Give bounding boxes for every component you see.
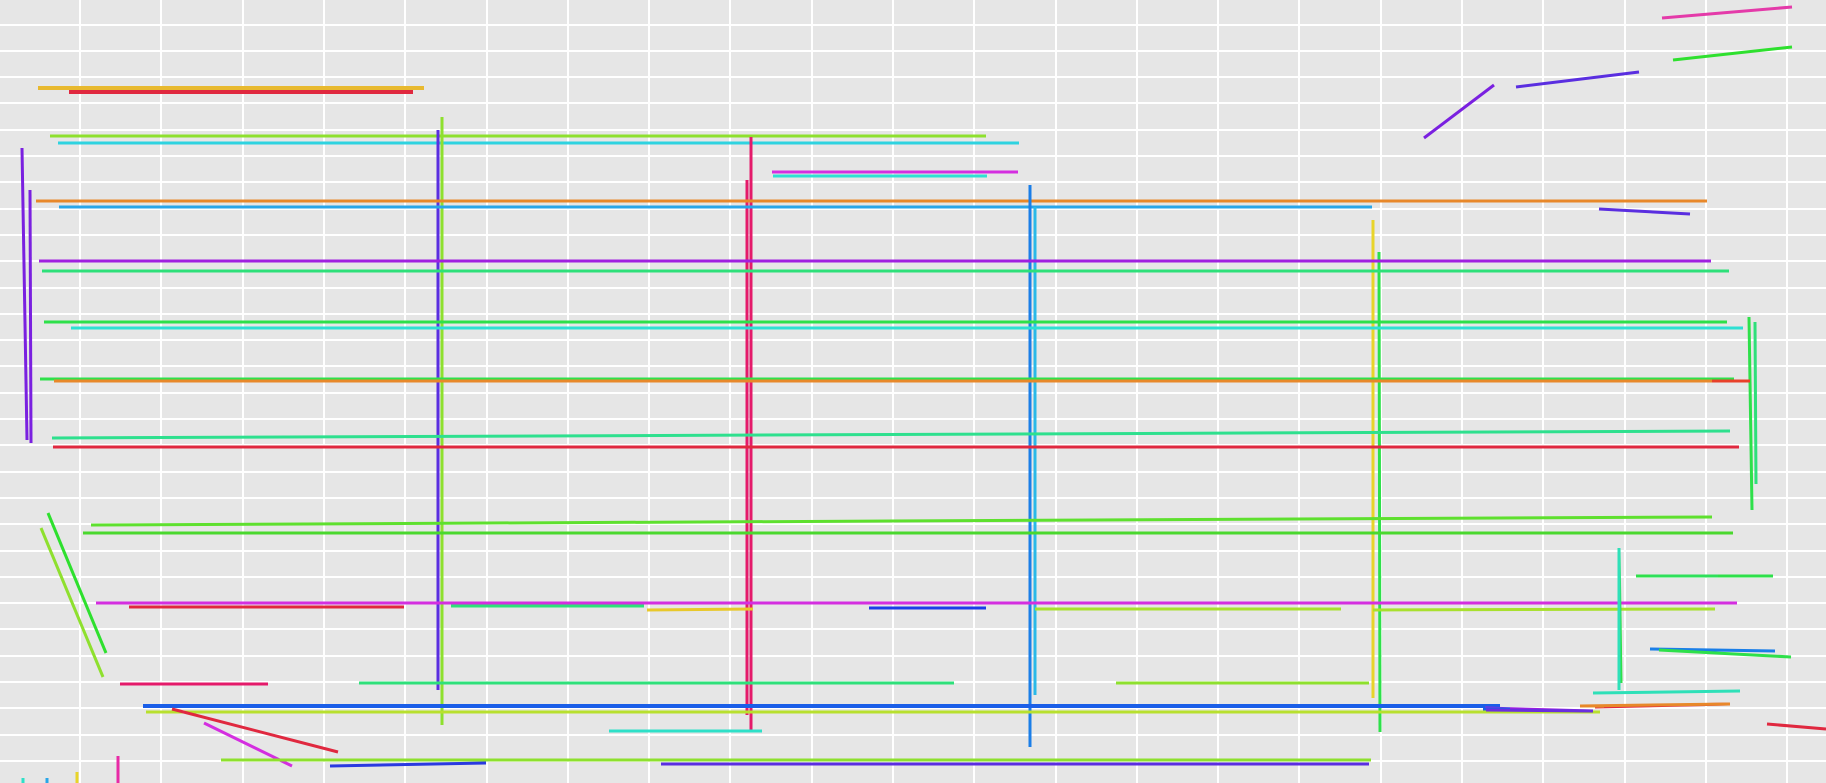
line-segment-seg-59	[1593, 691, 1740, 693]
line-segment-seg-42	[647, 609, 753, 610]
line-segment-seg-62	[1486, 710, 1593, 711]
line-segment-seg-22	[1379, 252, 1380, 732]
line-segment-seg-29	[1755, 322, 1756, 484]
line-segment-seg-16	[30, 190, 31, 443]
line-segment-seg-64	[1580, 704, 1730, 706]
line-segment-seg-45	[1373, 609, 1715, 610]
